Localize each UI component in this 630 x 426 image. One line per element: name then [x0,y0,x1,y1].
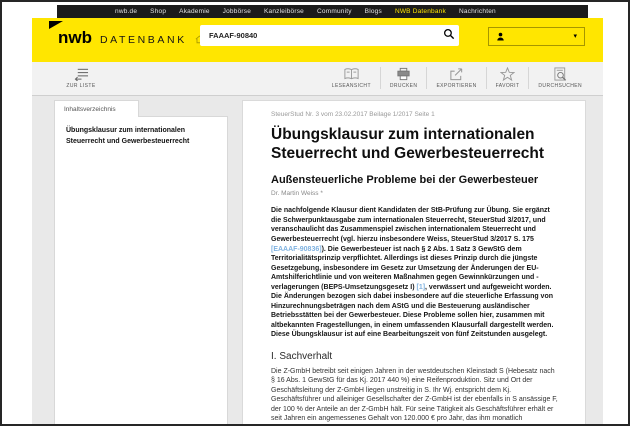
toolbar-button-favorit[interactable] [486,67,529,89]
toolbar-button-durchsuchen[interactable] [528,67,591,89]
star-icon [500,67,515,81]
list-back-icon [73,67,90,81]
topnav-item-nwb-datenbank[interactable]: NWB Datenbank [394,8,446,15]
document-subtitle: Außensteuerliche Probleme bei der Gewerbesteuer [271,174,539,187]
tab-inhaltsverzeichnis[interactable] [54,100,139,117]
toolbar-button-label: DURCHSUCHEN [538,83,582,89]
document-source-line: SteuerStud Nr. 3 vom 23.02.2017 Beilage 1/2017 Seite 1 [271,111,435,118]
content-area [32,97,603,424]
document-panel [242,100,586,424]
topnav-item-shop[interactable]: Shop [150,8,167,15]
document-reference-link[interactable]: [EAAAF-90836] [271,245,322,253]
toolbar-button-label: LESEANSICHT [331,83,371,89]
intro-text: Die nachfolgende Klausur dient Kandidaten der StB-Prüfung zur Übung. Sie ergänzt die Schwerpunktausgabe zum internationalen Steuerrecht, SteuerStud 3/2017, und veranschaulicht das Zusammenspiel zwischen internationalem Steuerrecht und Gewerbesteuerrecht (vgl. hierzu insbesondere Weiss, SteuerStud 3/2017 S. 175 [271,207,550,243]
tab-label: Inhaltsverzeichnis [64,105,116,113]
back-to-list-button[interactable] [48,67,114,89]
toc-item[interactable]: Übungsklausur zum internationalen Steuerrecht und Gewerbesteuerrecht [66,127,190,145]
toolbar-button-exportieren[interactable] [426,67,485,89]
brand-header [32,18,603,62]
section-heading: I. Sachverhalt [271,350,333,362]
toolbar-button-drucken[interactable] [380,67,427,89]
toolbar-button-label: FAVORIT [495,83,520,89]
toolbar-actions [323,67,591,89]
logo-flag-icon [49,21,63,29]
chevron-down-icon: ▾ [573,33,577,40]
nwb-datenbank-logo[interactable] [58,29,204,48]
export-icon [449,67,464,81]
toolbar-button-label: EXPORTIEREN [436,83,477,89]
topnav-item-community[interactable]: Community [317,8,352,15]
magnifier-icon [443,27,455,45]
toolbar-button-label: DRUCKEN [389,83,418,89]
search-document-icon [553,67,568,81]
topnav-item-nachrichten[interactable]: Nachrichten [458,8,496,15]
search-input[interactable] [200,25,441,46]
logo-primary-text: nwb [58,28,92,47]
user-menu[interactable] [488,27,585,46]
topnav-item-akademie[interactable]: Akademie [179,8,210,15]
topnav-item-kanzleiboerse[interactable]: Kanzleibörse [264,8,304,15]
intro-text: ). Die Gewerbesteuer ist nach § 2 Abs. 1 Satz 3 GewStG dem Territorialitätsprinzip verpflichtet. Allerdings ist dieses Prinzip durch die jüngste Gesetzgebung, insbesondere im Gesetz zur Umsetzung der Änderungen der EU-Amtshilferichtlinie und von weiteren Maßnahmen gegen Gewinnkürzungen und -verlagerungen (BEPS-Umsetzungsgesetz I) [271,245,539,291]
intro-paragraph [271,206,559,339]
person-icon [496,28,505,46]
topnav-item-blogs[interactable]: Blogs [364,8,382,15]
book-icon [343,67,360,81]
document-toolbar [32,62,603,96]
toolbar-button-label: ZUR LISTE [66,83,96,89]
topnav-item-nwb-de[interactable]: nwb.de [115,8,138,15]
table-of-contents-panel [54,116,228,424]
page-body [32,62,603,424]
printer-icon [396,67,411,81]
section-paragraph: Die Z-GmbH betreibt seit einigen Jahren in der westdeutschen Kleinstadt S (Hebesatz nach § 16 Abs. 1 GewStG für das Kj. 2017 440 %) eine Reifenproduktion. Sitz und Ort der Geschäftsleitung der Z-GmbH liegen unstreitig in S. Ihr Wj. entspricht dem Kj. Geschäftsführer und alleiniger Gesellschafter der Z-GmbH ist der ebenfalls in S ansässige F, der 100 % der Anteile an der Z-GmbH hält. Für seine Tätigkeit als Geschäftsführer erhält er seit Jahren ein angemessenes Gehalt von 120.000 € pro Jahr, das ihm monatlich [271,367,558,423]
toolbar-button-leseansicht[interactable] [323,67,380,89]
search-button[interactable] [438,25,459,46]
topnav-item-jobboerse[interactable]: Jobbörse [222,8,252,15]
top-navigation [57,5,588,18]
document-title: Übungsklausur zum internationalen Steuerrecht und Gewerbesteuerrecht [271,126,545,163]
footnote-link[interactable]: [1] [416,283,426,291]
intro-text: , verwässert und aufgeweicht worden. Die Änderungen bezogen sich dabei insbesondere auf die steuerliche Erfassung von Hinzurechnungsbeträgen nach dem AStG und die Besteuerung ausländischer Betriebsstätten bei der Gewerbesteuer. Diese Probleme sollen hier, zusammen mit altbekannten Fragestellungen, in einem umfassenden Klausurfall dargestellt werden. Diese Übungsklausur ist auf eine Bearbeitungszeit von fünf Zeitstunden ausgelegt. [271,283,554,339]
author-line: Dr. Martin Weiss * [271,190,323,198]
logo-secondary-text: DATENBANK [100,34,187,46]
